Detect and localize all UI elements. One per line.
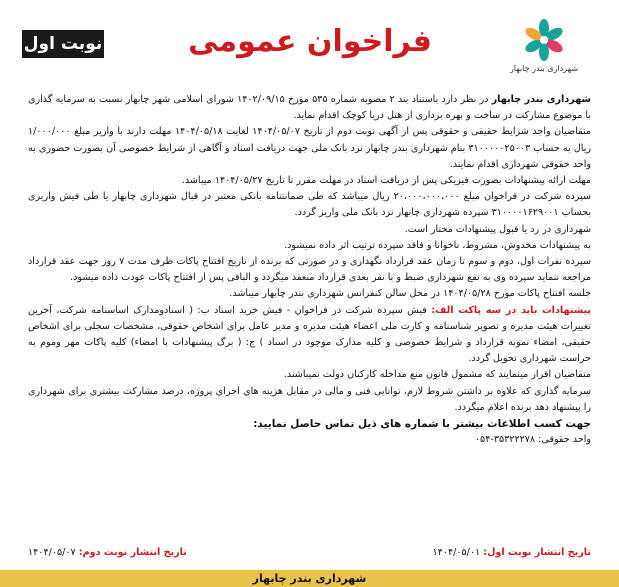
paragraph-rights: شهرداری در رد یا قبول پیشنهادات مختار است.: [404, 223, 591, 235]
lead-bold-text: شهرداری بندر چابهار: [491, 94, 591, 105]
flower-logo-icon: [522, 18, 566, 62]
paragraph-declaration: متقاضیان اقرار مینمایند که مشمول قانون منع مداخله کارکنان دولت نمیباشند.: [283, 369, 591, 381]
contact-line: واحد حقوقی: ۳۵۳۲۲۲۷۸-۰۵۴: [474, 434, 591, 446]
paragraph-intro: [28, 92, 591, 124]
lead-text: در نظر دارد باستناد بند ۲ مصوبه شماره ۵۳۵ مورخ ۱۴۰۲/۰۹/۱۵ شورای اسلامی شهر چابهار نسبت به سرمایه گذاری با موضوع مشارکت در ساخت و بهره برداری از هتل دریا کوچک اقدام نماید.: [28, 94, 591, 122]
paragraph-invalid-bids: به پیشنهادات مخدوش، مشروط، ناخوانا و فاقد سپرده ترتیب اثر داده نمیشود.: [284, 239, 591, 251]
publication-dates: [28, 547, 591, 563]
paragraph-deadline: مهلت ارائه پیشنهادات بصورت فیزیکی پس از دریافت اسناد در مهلت مقرر تا تاریخ ۱۴۰۴/۰۵/۲۷ میباشد.: [181, 175, 591, 187]
paragraph-eligibility: متقاضیان واجد شرایط حقیقی و حقوقی پس از آگهی نوبت دوم از تاریخ ۱۴۰۴/۰۵/۰۷ لغایت ۱۴۰۴/۰۵/۱۸ مهلت دارند با واریز مبلغ ۱/۰۰۰/۰۰۰ ریال به حساب ۳۱۰۰۰۰۰۲۵۰۰۳ بنام شهرداری بندر چابهار نزد بانک ملی جهت دریافت اسناد و آگاهی از شرایط خصوصی آن بصورت حضوری به واحد حقوقی شهرداری اقدام نمایند.: [28, 126, 591, 170]
contact-title: جهت کسب اطلاعات بیشتر با شماره های ذیل تماس حاصل نمایید:: [253, 418, 591, 431]
logo-caption: شهرداری بندر چابهار: [509, 64, 579, 73]
envelopes-heading: پیشنهادات باید در سه پاکت الف:: [431, 304, 591, 316]
paragraph-winner: سرمایه گذاری که علاوه بر داشتن شروط لازم، توانایی فنی و مالی در مقابل هزینه های اجرای پروژه، درصد مشارکت بیشتری برای شهرداری را پیشنهاد دهد برنده اعلام میگردد.: [28, 385, 591, 413]
second-publication-date: ۱۴۰۴/۰۵/۰۷: [28, 547, 76, 558]
paragraph-deposit: سپرده شرکت در فراخوان مبلغ ۲۰،۰۰۰،۰۰۰،۰۰۰ ریال میباشد که طی ضمانتنامه بانکی معتبر در قبال شهرداری چابهار یا طی فیش واریزی بحساب ۳۱۰۰۰۰۱۶۲۹۰۰۱ سپرده شهرداری چابهار نزد بانک ملی واریز گردد.: [28, 191, 591, 219]
first-publication: [432, 547, 591, 563]
paragraph-opening-session: جلسه افتتاح پاکات مورخ ۱۴۰۴/۰۵/۲۸ در محل سالن کنفرانس شهرداری بندر چابهار میباشد.: [229, 288, 591, 300]
footer-bar: شهرداری بندر چابهار: [0, 570, 619, 587]
second-publication-label: تاریخ انتشار نوبت دوم:: [78, 547, 187, 558]
envelopes-text: فیش سپرده شرکت در فراخوان - فیش خرید اسناد ب: ( اسنادومدارک اساسنامه شرکت، آخرین تغییرات هیئت مدیره و تصویر شناسنامه و کارت ملی اعضاء هیئت مدیره و مدیر عامل برای اشخاص حقوقی، مشخصات سجلی برای اشخاص حقیقی، امضاء نمونه قرارداد و شرایط خصوصی و کلیه مدارک موجود در اسناد ) ج: ( برگ پیشنهادات با امضاء) کلیه پاکات مهر وموم به حراست شهرداری تحویل گردد.: [28, 304, 591, 365]
first-publication-label: تاریخ انتشار نوبت اول:: [483, 547, 591, 558]
paragraph-envelopes: [28, 303, 591, 368]
edition-badge: نوبت اول: [22, 30, 104, 58]
second-publication: [28, 547, 187, 563]
paragraph-deposit-return: سپرده نفرات اول، دوم و سوم تا زمان عقد قرارداد نگهداری و در صورتی که برنده از تاریخ افتتاح پاکات ظرف مدت ۷ روز جهت عقد قرارداد مراجعه ننماید سپرده وی به نفع شهرداری ضبط و با نفر بعدی قرارداد منعقد میگردد و الباقی پس از افتتاح پاکات عودت داده میشود.: [28, 256, 591, 284]
municipality-logo: [509, 18, 579, 82]
notice-body: [28, 92, 591, 448]
notice-title: فراخوان عمومی: [188, 24, 432, 59]
first-publication-date: ۱۴۰۴/۰۵/۰۱: [432, 547, 481, 558]
